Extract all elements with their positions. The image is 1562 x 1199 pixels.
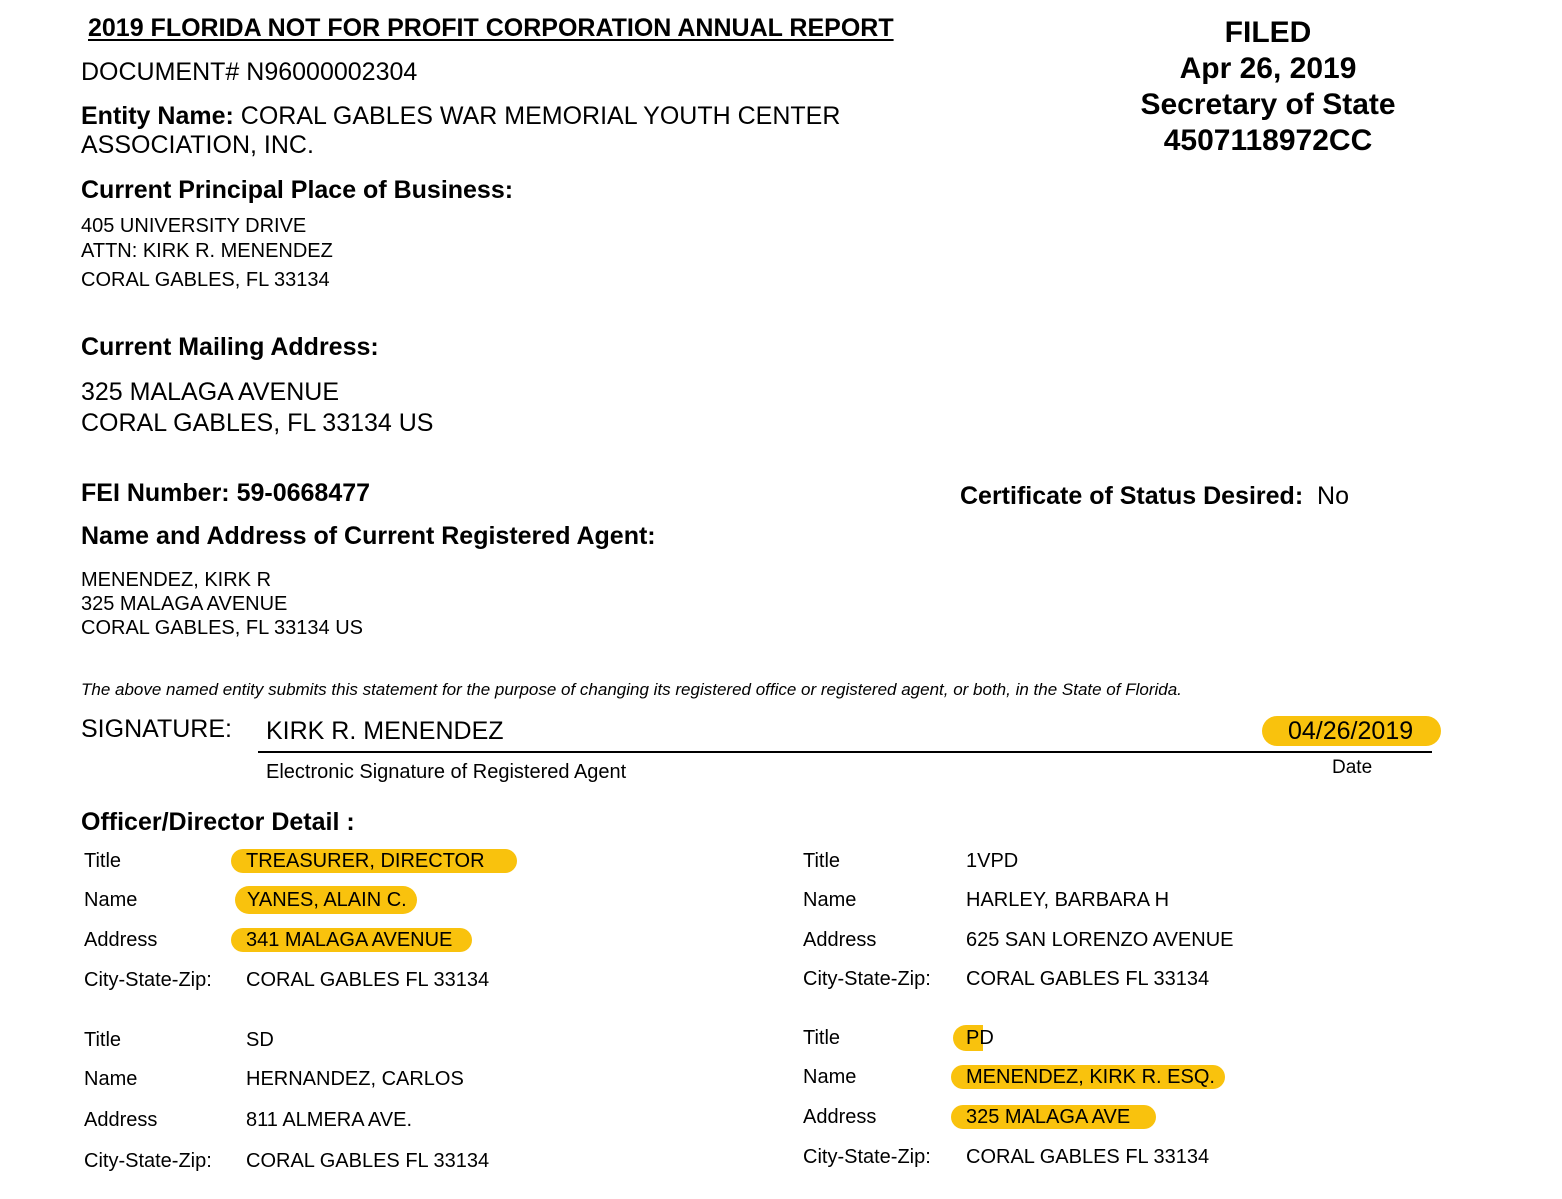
entity-label: Entity Name: [81, 102, 234, 130]
officer4-title-text: PD [953, 1025, 1010, 1051]
signature-line [258, 751, 1432, 753]
statement-text: The above named entity submits this statement for the purpose of changing its registered office or registered agent, or both, in the State of Florida. [81, 680, 1182, 699]
document-number: DOCUMENT# N96000002304 [81, 58, 418, 86]
officer1-title [246, 850, 517, 873]
principal-line2: ATTN: KIRK R. MENENDEZ [81, 240, 333, 262]
entity-name-line1: CORAL GABLES WAR MEMORIAL YOUTH CENTER [240, 102, 841, 130]
officer3-title-label: Title [84, 1029, 122, 1051]
mailing-line2: CORAL GABLES, FL 33134 US [81, 409, 434, 437]
officer1-title-label: Title [84, 850, 122, 872]
officer3-name-label: Name [84, 1068, 138, 1090]
officer2-title: 1VPD [966, 850, 1019, 872]
entity-name-line2: ASSOCIATION, INC. [81, 131, 314, 159]
officer1-csz: CORAL GABLES FL 33134 [246, 969, 490, 991]
fei-number: FEI Number: 59-0668477 [81, 479, 371, 507]
filed-code: 4507118972CC [1163, 124, 1373, 157]
officer3-csz-label: City-State-Zip: [84, 1150, 212, 1172]
officer1-address-label: Address [84, 929, 158, 951]
date-caption: Date [1332, 757, 1373, 778]
officer1-name-label: Name [84, 889, 138, 911]
certificate-value: No [1317, 482, 1350, 510]
officer1-address-text: 341 MALAGA AVENUE [231, 928, 472, 952]
agent-line3: CORAL GABLES, FL 33134 US [81, 617, 363, 639]
certificate-label: Certificate of Status Desired: [960, 482, 1304, 510]
agent-line1: MENENDEZ, KIRK R [81, 569, 272, 591]
officer4-address-text: 325 MALAGA AVE [951, 1105, 1156, 1129]
filed-office: Secretary of State [1140, 88, 1396, 121]
signature-name: KIRK R. MENENDEZ [266, 717, 504, 745]
officer4-title-label: Title [803, 1027, 841, 1049]
officer1-title-text: TREASURER, DIRECTOR [231, 849, 517, 873]
officer4-address [966, 1106, 1156, 1129]
officer1-address [246, 929, 472, 952]
officer2-name-label: Name [803, 889, 857, 911]
agent-line2: 325 MALAGA AVENUE [81, 593, 288, 615]
certificate-status [960, 482, 1349, 511]
officer1-name [246, 889, 417, 912]
signature-label: SIGNATURE: [81, 715, 232, 743]
officer1-name-text: YANES, ALAIN C. [235, 886, 417, 914]
officer4-name [966, 1066, 1225, 1089]
officer2-address-label: Address [803, 929, 877, 951]
officer4-csz-label: City-State-Zip: [803, 1146, 931, 1168]
filed-date: Apr 26, 2019 [1179, 52, 1357, 85]
officer3-csz: CORAL GABLES FL 33134 [246, 1150, 490, 1172]
mailing-address [81, 377, 433, 439]
officer2-name: HARLEY, BARBARA H [966, 889, 1170, 911]
officer3-address: 811 ALMERA AVE. [246, 1109, 413, 1131]
officer2-csz-label: City-State-Zip: [803, 968, 931, 990]
officer2-csz: CORAL GABLES FL 33134 [966, 968, 1210, 990]
registered-agent-address [81, 568, 363, 640]
officer4-name-text: MENENDEZ, KIRK R. ESQ. [951, 1065, 1225, 1089]
officer4-address-label: Address [803, 1106, 877, 1128]
report-title: 2019 FLORIDA NOT FOR PROFIT CORPORATION ANNUAL REPORT [88, 14, 894, 42]
officer3-address-label: Address [84, 1109, 158, 1131]
entity-name-block [81, 102, 840, 160]
signature-caption: Electronic Signature of Registered Agent [266, 761, 627, 783]
officer-detail-heading: Officer/Director Detail : [81, 808, 355, 836]
officer3-name: HERNANDEZ, CARLOS [246, 1068, 464, 1090]
registered-agent-heading: Name and Address of Current Registered Agent: [81, 522, 656, 550]
filed-stamp [1120, 15, 1416, 159]
officer1-csz-label: City-State-Zip: [84, 969, 212, 991]
officer4-csz: CORAL GABLES FL 33134 [966, 1146, 1210, 1168]
signature-date: 04/26/2019 [1262, 716, 1441, 746]
principal-place-address [81, 214, 333, 293]
principal-line1: 405 UNIVERSITY DRIVE [81, 215, 307, 237]
filed-status: FILED [1224, 16, 1312, 49]
mailing-line1: 325 MALAGA AVENUE [81, 378, 339, 406]
officer3-title: SD [246, 1029, 274, 1051]
mailing-address-heading: Current Mailing Address: [81, 333, 379, 361]
principal-line3: CORAL GABLES, FL 33134 [81, 269, 330, 291]
officer4-name-label: Name [803, 1066, 857, 1088]
officer2-title-label: Title [803, 850, 841, 872]
officer2-address: 625 SAN LORENZO AVENUE [966, 929, 1234, 951]
officer4-title [966, 1027, 1010, 1050]
principal-place-heading: Current Principal Place of Business: [81, 176, 514, 204]
